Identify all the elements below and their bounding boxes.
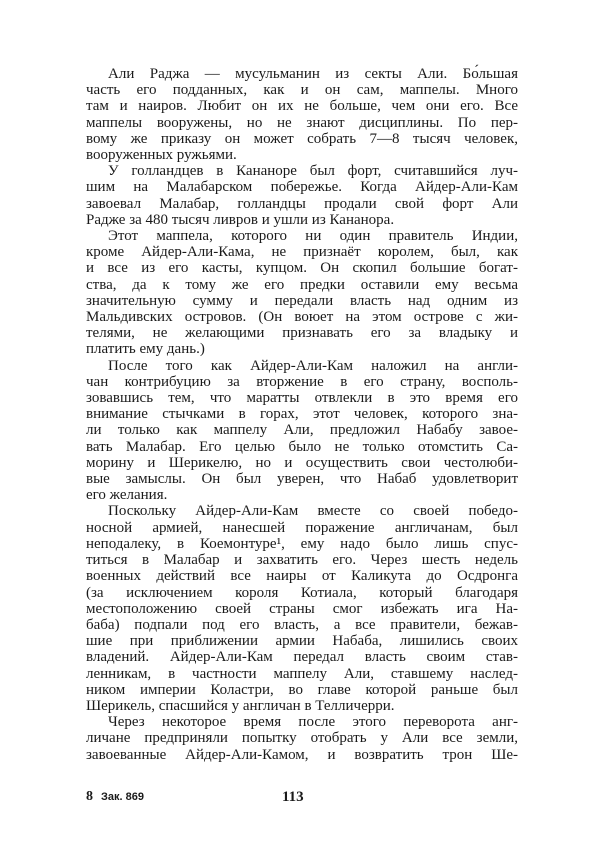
text-line: местоположению своей страны смог избежать ига На- bbox=[86, 600, 518, 617]
text-line: ником империи Коластри, во главе которой раньше был bbox=[86, 681, 518, 698]
text-line: значительную сумму и передали власть над одним из bbox=[86, 292, 518, 309]
text-line: (за исключением короля Котиала, который благодаря bbox=[86, 584, 518, 601]
text-line: кроме Айдер-Али-Кама, не признаёт королем, был, как bbox=[86, 244, 518, 261]
text-line: Этот маппела, которого ни один правитель Индии, bbox=[108, 228, 518, 245]
text-line: и все из его касты, купцом. Он скопил большие богат- bbox=[86, 260, 518, 277]
text-line: Радже за 480 тысяч ливров и ушли из Кананора. bbox=[86, 211, 395, 228]
page-body-text bbox=[86, 0, 518, 763]
text-line: шим на Малабарском побережье. Когда Айдер-Али-Кам bbox=[86, 179, 518, 196]
text-line: вать Малабар. Его целью было не только отомстить Са- bbox=[86, 438, 518, 455]
text-line: морину и Шерикелю, но и осуществить свои честолюби- bbox=[86, 454, 518, 471]
text-line: часть его подданных, как и он сам, маппелы. Много bbox=[86, 82, 518, 99]
text-line: завоеванные Айдер-Али-Камом, и возвратить трон Ше- bbox=[86, 746, 518, 763]
text-line: военных действий все наиры от Каликута до Осдронга bbox=[86, 568, 518, 585]
text-line: После того как Айдер-Али-Кам наложил на англи- bbox=[108, 357, 518, 374]
page-footer bbox=[86, 789, 518, 811]
text-line: Поскольку Айдер-Али-Кам вместе со своей победо- bbox=[108, 503, 518, 520]
text-line: там и наиров. Любит он их не больше, чем они его. Все bbox=[86, 98, 518, 115]
text-line: ли только как маппелу Али, предложил Набабу завое- bbox=[86, 422, 518, 439]
order-number: Зак. 869 bbox=[101, 790, 144, 803]
page-number: 113 bbox=[282, 788, 304, 805]
text-line: неподалеку, в Коемонтуре¹, ему надо было лишь спус- bbox=[86, 535, 518, 552]
text-line: У голландцев в Кананоре был форт, считавшийся луч- bbox=[108, 163, 518, 180]
text-line: баба) подпали под его власть, а все правители, бежав- bbox=[86, 616, 518, 633]
text-line: Шерикель, спасшийся у англичан в Телличерри. bbox=[86, 697, 395, 714]
text-line: Али Раджа — мусульманин из секты Али. Бо́льшая bbox=[108, 66, 518, 82]
text-line: Мальдивских островов. (Он воюет на этом острове с жи- bbox=[86, 309, 518, 326]
text-line: личане предприняли попытку отобрать у Али все земли, bbox=[86, 730, 518, 747]
text-line: ства, да к тому же его предки оставили ему весьма bbox=[86, 276, 518, 293]
text-line: вые замыслы. Он был уверен, что Набаб удовлетворит bbox=[86, 471, 518, 488]
signature-number: 8 bbox=[86, 788, 93, 804]
text-line: платить ему дань.) bbox=[86, 341, 205, 358]
text-line: его желания. bbox=[86, 487, 168, 504]
text-line: шие при приближении армии Набаба, лишились своих bbox=[86, 633, 518, 650]
text-line: носной армией, нанесшей поражение англичанам, был bbox=[86, 519, 518, 536]
text-line: титься в Малабар и захватить его. Через шесть недель bbox=[86, 552, 518, 569]
text-line: внимание стычками в горах, этот человек, которого зна- bbox=[86, 406, 518, 423]
printer-signature bbox=[86, 789, 144, 805]
text-line: телями, не желающими признавать его за владыку и bbox=[86, 325, 518, 342]
text-line: маппелы вооружены, но не знают дисциплины. По пер- bbox=[86, 114, 518, 131]
text-line: ленникам, в частности маппелу Али, ставшему наслед- bbox=[86, 665, 518, 682]
text-line: чан контрибуцию за вторжение в его страну, восполь- bbox=[86, 373, 518, 390]
text-line: зовавшись тем, что маратты отвлекли в это время его bbox=[86, 390, 518, 407]
text-line: завоевал Малабар, голландцы продали свой форт Али bbox=[86, 195, 518, 212]
text-line: вому же приказу он может собрать 7—8 тысяч человек, bbox=[86, 130, 518, 147]
text-line: вооруженных ружьями. bbox=[86, 147, 237, 164]
text-line: владений. Айдер-Али-Кам передал власть своим став- bbox=[86, 649, 518, 666]
text-line: Через некоторое время после этого переворота анг- bbox=[108, 714, 518, 731]
